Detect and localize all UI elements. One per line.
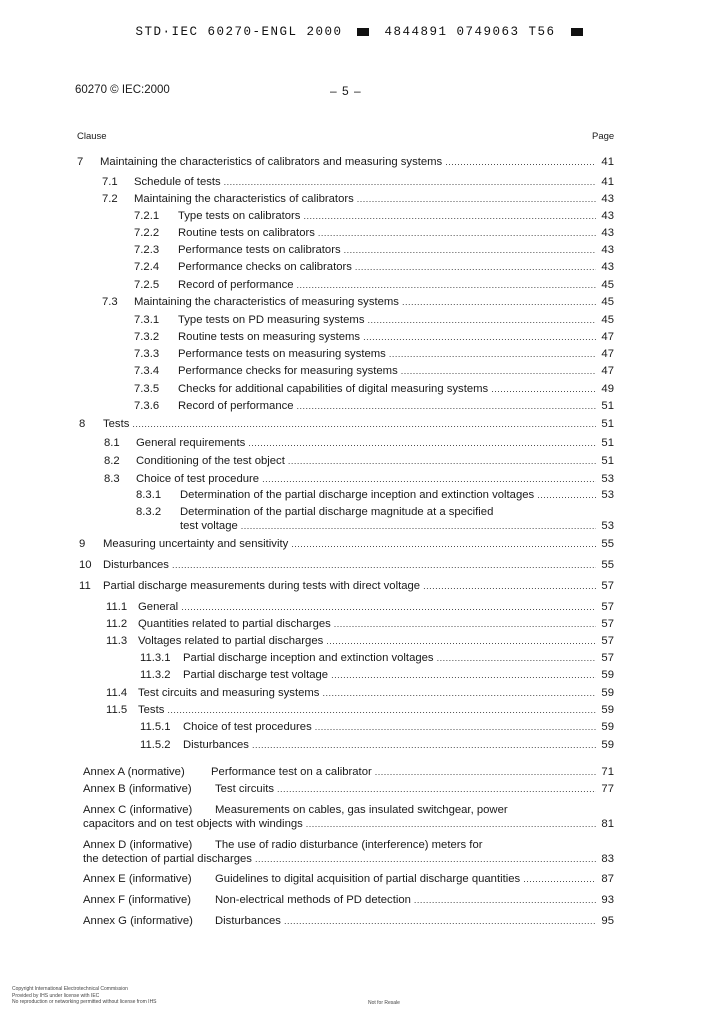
copyright-notice xyxy=(12,986,157,1006)
toc-entry-title: Performance test on a calibrator xyxy=(211,766,372,778)
toc-entry[interactable] xyxy=(83,872,614,886)
toc-entry[interactable] xyxy=(102,192,614,206)
toc-entry-number: 11.3.1 xyxy=(140,652,171,664)
toc-entry-title: Choice of test procedure xyxy=(136,473,260,485)
toc-entry[interactable] xyxy=(104,436,614,450)
toc-entry-title: Maintaining the characteristics of measuring systems xyxy=(134,296,399,308)
toc-entry-page: 95 xyxy=(601,915,614,927)
standard-code-text: STD·IEC 60270-ENGL 2000 xyxy=(135,25,343,39)
toc-entry-title: Performance checks for measuring systems xyxy=(178,365,398,377)
toc-entry-number: 8.3.1 xyxy=(136,489,162,501)
resale-notice: Not for Resale xyxy=(368,1000,400,1006)
toc-entry-number: 8.2 xyxy=(104,455,120,467)
dot-leader xyxy=(491,382,596,396)
toc-entry-title: The use of radio disturbance (interference) meters for xyxy=(215,839,483,851)
toc-entry[interactable] xyxy=(140,720,614,734)
toc-entry-title-continued: the detection of partial discharges xyxy=(83,853,252,865)
toc-entry-page: 43 xyxy=(601,244,614,256)
toc-entry[interactable] xyxy=(102,295,614,309)
toc-entry-title: Maintaining the characteristics of calibrators xyxy=(134,193,354,205)
toc-entry-number: 7.2.4 xyxy=(134,261,160,273)
dot-leader xyxy=(284,914,596,928)
toc-entry-title: Routine tests on measuring systems xyxy=(178,331,361,343)
dot-leader xyxy=(363,330,596,344)
dot-leader xyxy=(248,436,596,450)
toc-entry-title: Checks for additional capabilities of digital measuring systems xyxy=(178,383,489,395)
toc-entry-page: 83 xyxy=(601,853,614,865)
toc-entry-number: 7.3.4 xyxy=(134,365,160,377)
toc-entry-title: Tests xyxy=(138,704,165,716)
toc-entry[interactable] xyxy=(134,313,614,327)
dot-leader xyxy=(334,617,596,631)
dot-leader xyxy=(172,558,596,572)
toc-entry-page: 41 xyxy=(601,156,614,168)
toc-entry[interactable] xyxy=(79,558,614,572)
toc-entry-title: General requirements xyxy=(136,437,246,449)
toc-entry[interactable] xyxy=(83,914,614,928)
toc-entry[interactable] xyxy=(79,537,614,551)
toc-entry-title: Measuring uncertainty and sensitivity xyxy=(103,538,289,550)
dot-leader xyxy=(537,488,596,502)
toc-entry-page: 45 xyxy=(601,296,614,308)
dot-leader xyxy=(277,782,596,796)
toc-entry-page: 59 xyxy=(601,739,614,751)
dot-leader xyxy=(297,399,596,413)
dot-leader xyxy=(322,686,596,700)
toc-entry-number: Annex A (normative) xyxy=(83,766,185,778)
toc-entry-number: 8.1 xyxy=(104,437,120,449)
toc-entry-number: Annex B (informative) xyxy=(83,783,192,795)
toc-entry-page: 93 xyxy=(601,894,614,906)
toc-entry[interactable] xyxy=(83,765,614,779)
toc-entry-page: 43 xyxy=(601,261,614,273)
toc-entry-number: 8.3.2 xyxy=(136,506,162,518)
toc-entry[interactable] xyxy=(79,579,614,593)
toc-entry-number: 7.2.1 xyxy=(134,210,160,222)
toc-entry-page: 43 xyxy=(601,210,614,222)
toc-entry[interactable] xyxy=(134,399,614,413)
toc-entry-page: 59 xyxy=(601,669,614,681)
dot-leader xyxy=(262,472,596,486)
toc-entry[interactable] xyxy=(134,330,614,344)
toc-entry[interactable] xyxy=(136,488,614,502)
toc-entry-number: 7.2.2 xyxy=(134,227,160,239)
toc-entry[interactable] xyxy=(134,364,614,378)
toc-entry-page: 45 xyxy=(601,314,614,326)
toc-entry[interactable] xyxy=(83,893,614,907)
toc-entry-title: Choice of test procedures xyxy=(183,721,312,733)
toc-entry[interactable] xyxy=(102,175,614,189)
toc-entry[interactable] xyxy=(134,243,614,257)
toc-entry-title: Partial discharge inception and extinction voltages xyxy=(183,652,434,664)
toc-entry-page: 43 xyxy=(601,193,614,205)
toc-entry-page: 51 xyxy=(601,418,614,430)
copyright-line: Provided by IHS under license with IEC xyxy=(12,992,100,999)
black-block-mark xyxy=(571,28,583,36)
dot-leader xyxy=(375,765,596,779)
toc-entry[interactable] xyxy=(134,226,614,240)
toc-entry[interactable] xyxy=(104,472,614,486)
toc-entry-number: 7.2 xyxy=(102,193,118,205)
toc-entry-page: 77 xyxy=(601,783,614,795)
toc-entry-number: Annex C (informative) xyxy=(83,804,193,816)
toc-entry-number: 11.5 xyxy=(106,704,128,716)
toc-entry-title: Disturbances xyxy=(103,559,169,571)
dot-leader xyxy=(291,537,596,551)
toc-entry-title: Conditioning of the test object xyxy=(136,455,285,467)
toc-entry-number: 7.2.5 xyxy=(134,279,160,291)
dot-leader xyxy=(401,364,596,378)
toc-entry-page: 57 xyxy=(601,601,614,613)
toc-entry-title-continued: test voltage xyxy=(180,520,238,532)
toc-entry-title: Measurements on cables, gas insulated switchgear, power xyxy=(215,804,508,816)
toc-entry-title: Disturbances xyxy=(215,915,281,927)
toc-entry-number: 11.5.1 xyxy=(140,721,171,733)
toc-entry-page: 47 xyxy=(601,331,614,343)
toc-entry[interactable] xyxy=(77,155,614,169)
black-block-mark xyxy=(357,28,369,36)
toc-entry-page: 45 xyxy=(601,279,614,291)
toc-entry-number: Annex E (informative) xyxy=(83,873,192,885)
toc-entry-number: 11.3 xyxy=(106,635,128,647)
toc-entry[interactable] xyxy=(140,651,614,665)
toc-entry-title: Record of performance xyxy=(178,400,294,412)
clause-column-header: Clause xyxy=(77,131,107,142)
standard-code-banner xyxy=(0,25,724,39)
toc-entry[interactable] xyxy=(83,838,614,866)
toc-entry-page: 49 xyxy=(601,383,614,395)
toc-entry[interactable] xyxy=(83,803,614,831)
toc-entry-number: 10 xyxy=(79,559,92,571)
toc-entry-page: 87 xyxy=(601,873,614,885)
toc-entry-page: 59 xyxy=(601,687,614,699)
toc-entry-number: 7.3.3 xyxy=(134,348,160,360)
dot-leader xyxy=(181,600,596,614)
toc-entry-title-continued: capacitors and on test objects with windings xyxy=(83,818,303,830)
toc-entry-page: 71 xyxy=(601,766,614,778)
dot-leader xyxy=(306,817,596,831)
toc-entry-number: 9 xyxy=(79,538,86,550)
dot-leader xyxy=(315,720,596,734)
toc-entry-number: 11.4 xyxy=(106,687,128,699)
dot-leader xyxy=(423,579,596,593)
toc-entry-number: 11 xyxy=(79,580,91,592)
toc-entry[interactable] xyxy=(136,505,614,533)
toc-entry[interactable] xyxy=(106,686,614,700)
toc-entry[interactable] xyxy=(140,738,614,752)
toc-entry-number: 7 xyxy=(77,156,84,168)
toc-entry-number: 8.3 xyxy=(104,473,120,485)
toc-entry-number: 7.2.3 xyxy=(134,244,160,256)
toc-entry-title: Record of performance xyxy=(178,279,294,291)
toc-entry-number: 11.2 xyxy=(106,618,128,630)
toc-entry-page: 81 xyxy=(601,818,614,830)
dot-leader xyxy=(255,852,596,866)
dot-leader xyxy=(303,209,596,223)
page-column-header: Page xyxy=(592,131,615,142)
toc-entry-title: Maintaining the characteristics of calibrators and measuring systems xyxy=(100,156,443,168)
toc-entry-title: Schedule of tests xyxy=(134,176,221,188)
toc-entry-page: 59 xyxy=(601,721,614,733)
toc-entry-number: 11.1 xyxy=(106,601,128,613)
dot-leader xyxy=(402,295,596,309)
dot-leader xyxy=(357,192,596,206)
toc-entry-page: 57 xyxy=(601,652,614,664)
dot-leader xyxy=(367,313,596,327)
toc-entry-title: Test circuits xyxy=(215,783,275,795)
dot-leader xyxy=(297,278,596,292)
dot-leader xyxy=(132,417,596,431)
dot-leader xyxy=(414,893,596,907)
dot-leader xyxy=(167,703,596,717)
toc-entry[interactable] xyxy=(106,634,614,648)
toc-entry-page: 57 xyxy=(601,580,614,592)
toc-entry-title: Type tests on calibrators xyxy=(178,210,301,222)
toc-entry-page: 43 xyxy=(601,227,614,239)
dot-leader xyxy=(288,454,596,468)
toc-entry-title: Tests xyxy=(103,418,130,430)
toc-entry[interactable] xyxy=(134,278,614,292)
toc-entry-title: Performance tests on calibrators xyxy=(178,244,341,256)
toc-entry-page: 51 xyxy=(601,437,614,449)
copyright-line: Copyright International Electrotechnical Commission xyxy=(12,986,128,992)
toc-entry-number: 8 xyxy=(79,418,86,430)
toc-entry[interactable] xyxy=(79,417,614,431)
toc-entry-page: 55 xyxy=(601,559,614,571)
toc-entry-title: General xyxy=(138,601,179,613)
toc-entry-page: 51 xyxy=(601,400,614,412)
toc-entry-number: 7.3.5 xyxy=(134,383,160,395)
dot-leader xyxy=(344,243,596,257)
toc-entry-title: Performance checks on calibrators xyxy=(178,261,352,273)
toc-entry-title: Partial discharge test voltage xyxy=(183,669,329,681)
toc-entry-title: Performance tests on measuring systems xyxy=(178,348,386,360)
toc-entry-number: Annex G (informative) xyxy=(83,915,193,927)
dot-leader xyxy=(224,175,596,189)
page-number: – 5 – xyxy=(330,84,362,98)
toc-entry-page: 47 xyxy=(601,365,614,377)
toc-entry[interactable] xyxy=(140,668,614,682)
toc-entry[interactable] xyxy=(106,600,614,614)
toc-entry-number: Annex D (informative) xyxy=(83,839,193,851)
toc-entry-title: Quantities related to partial discharges xyxy=(138,618,331,630)
toc-entry-title: Non-electrical methods of PD detection xyxy=(215,894,411,906)
toc-entry-title: Voltages related to partial discharges xyxy=(138,635,324,647)
toc-entry-title: Test circuits and measuring systems xyxy=(138,687,320,699)
toc-entry-page: 47 xyxy=(601,348,614,360)
toc-entry-page: 51 xyxy=(601,455,614,467)
toc-entry-number: 7.1 xyxy=(102,176,118,188)
dot-leader xyxy=(389,347,596,361)
toc-entry-number: 7.3.2 xyxy=(134,331,160,343)
toc-entry[interactable] xyxy=(134,209,614,223)
dot-leader xyxy=(355,260,596,274)
toc-entry[interactable] xyxy=(104,454,614,468)
copyright-line: No reproduction or networking permitted without license from IHS xyxy=(12,999,157,1005)
toc-entry[interactable] xyxy=(83,782,614,796)
toc-entry-page: 59 xyxy=(601,704,614,716)
toc-entry-page: 57 xyxy=(601,618,614,630)
dot-leader xyxy=(331,668,596,682)
toc-entry-title: Partial discharge measurements during tests with direct voltage xyxy=(103,580,421,592)
dot-leader xyxy=(318,226,596,240)
dot-leader xyxy=(445,155,596,169)
dot-leader xyxy=(437,651,596,665)
dot-leader xyxy=(326,634,596,648)
toc-entry-title: Guidelines to digital acquisition of partial discharge quantities xyxy=(215,873,521,885)
toc-entry[interactable] xyxy=(134,382,614,396)
toc-entry-title: Routine tests on calibrators xyxy=(178,227,315,239)
toc-entry[interactable] xyxy=(134,347,614,361)
toc-entry[interactable] xyxy=(134,260,614,274)
barcode-number: 4844891 0749063 T56 xyxy=(384,25,556,39)
toc-entry[interactable] xyxy=(106,617,614,631)
toc-entry-number: 7.3 xyxy=(102,296,118,308)
dot-leader xyxy=(241,519,596,533)
dot-leader xyxy=(252,738,596,752)
toc-entry-number: 11.3.2 xyxy=(140,669,171,681)
toc-entry-number: 7.3.1 xyxy=(134,314,160,326)
dot-leader xyxy=(523,872,596,886)
toc-entry-page: 53 xyxy=(601,520,614,532)
toc-entry-page: 57 xyxy=(601,635,614,647)
toc-entry-page: 53 xyxy=(601,473,614,485)
toc-entry-title: Determination of the partial discharge inception and extinction voltages xyxy=(180,489,535,501)
toc-entry[interactable] xyxy=(106,703,614,717)
toc-entry-title: Type tests on PD measuring systems xyxy=(178,314,365,326)
toc-entry-title: Disturbances xyxy=(183,739,249,751)
toc-entry-number: 7.3.6 xyxy=(134,400,160,412)
document-id: 60270 © IEC:2000 xyxy=(75,84,170,96)
toc-entry-page: 53 xyxy=(601,489,614,501)
toc-entry-number: 11.5.2 xyxy=(140,739,171,751)
toc-entry-page: 55 xyxy=(601,538,614,550)
toc-entry-number: Annex F (informative) xyxy=(83,894,191,906)
toc-entry-page: 41 xyxy=(601,176,614,188)
toc-entry-title: Determination of the partial discharge magnitude at a specified xyxy=(180,506,494,518)
